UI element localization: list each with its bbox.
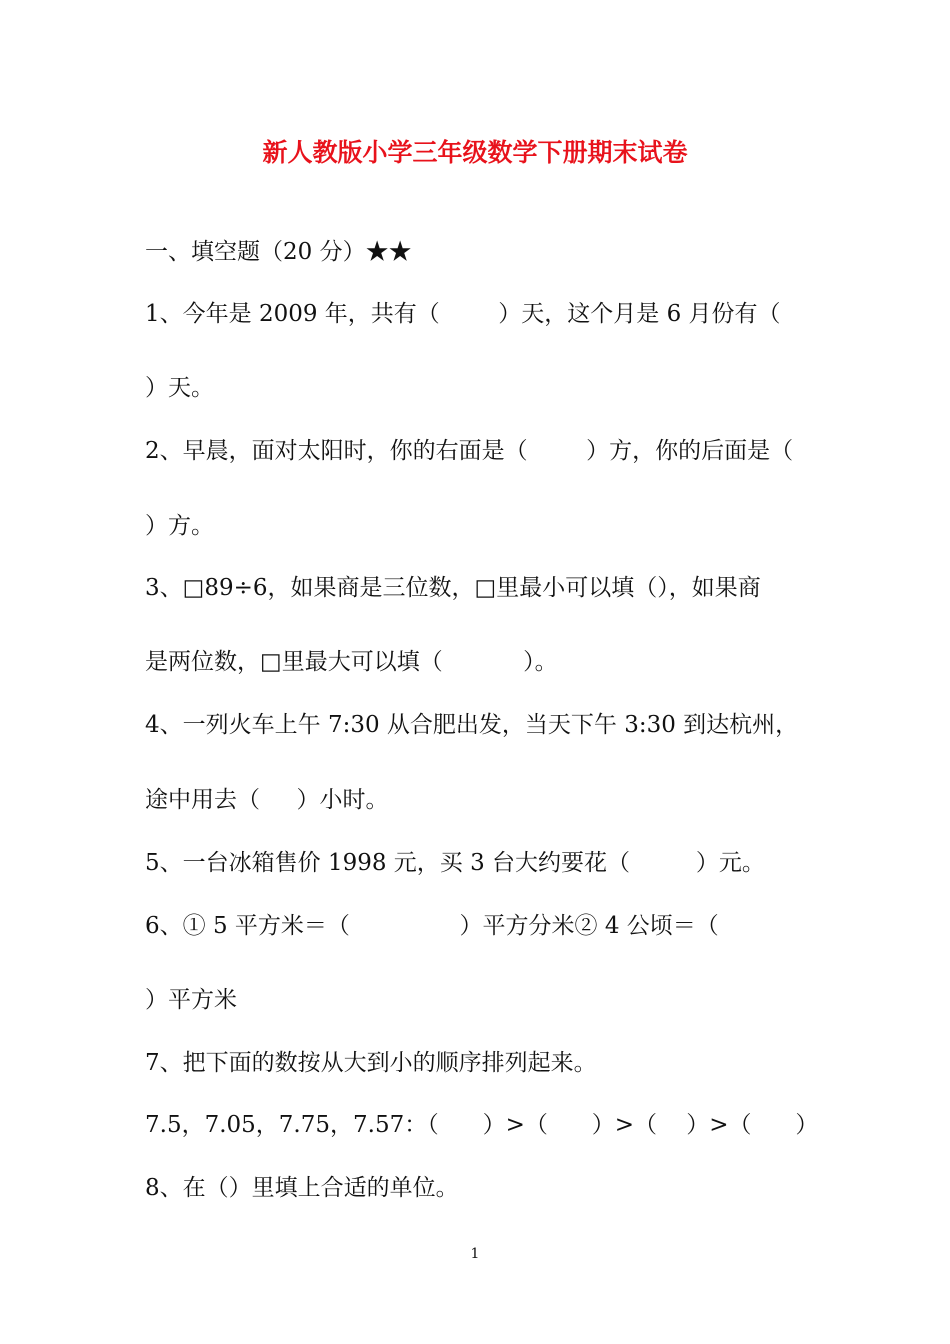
question-3-line-1: 3、□89÷6，如果商是三位数，□里最小可以填（），如果商 [145,575,761,601]
question-4-line-2: 途中用去（ ）小时。 [145,787,389,813]
question-6-line-2: ）平方米 [145,987,237,1013]
question-3-line-2: 是两位数，□里最大可以填（ ）。 [145,649,558,675]
section-heading: 一、填空题（20 分）★★ [145,239,412,265]
question-1-line-1: 1、今年是 2009 年，共有（ ）天，这个月是 6 月份有（ [145,301,781,327]
question-6-line-1: 6、① 5 平方米＝（ ）平方分米② 4 公顷＝（ [145,913,719,939]
question-7-line-1: 7、把下面的数按从大到小的顺序排列起来。 [145,1050,597,1076]
question-5-line: 5、一台冰箱售价 1998 元，买 3 台大约要花（ ）元。 [145,850,765,876]
question-1-line-2: ）天。 [145,375,214,401]
question-7-line-2: 7.5，7.05，7.75，7.57：（ ）>（ ）>（ ）>（ ） [145,1112,819,1138]
document-title: 新人教版小学三年级数学下册期末试卷 [262,138,688,167]
question-2-line-1: 2、早晨，面对太阳时，你的右面是（ ）方，你的后面是（ [145,438,794,464]
page-number: 1 [470,1246,480,1262]
question-2-line-2: ）方。 [145,513,214,539]
question-8-line: 8、在（）里填上合适的单位。 [145,1175,459,1201]
question-4-line-1: 4、一列火车上午 7:30 从合肥出发，当天下午 3:30 到达杭州， [145,712,799,738]
